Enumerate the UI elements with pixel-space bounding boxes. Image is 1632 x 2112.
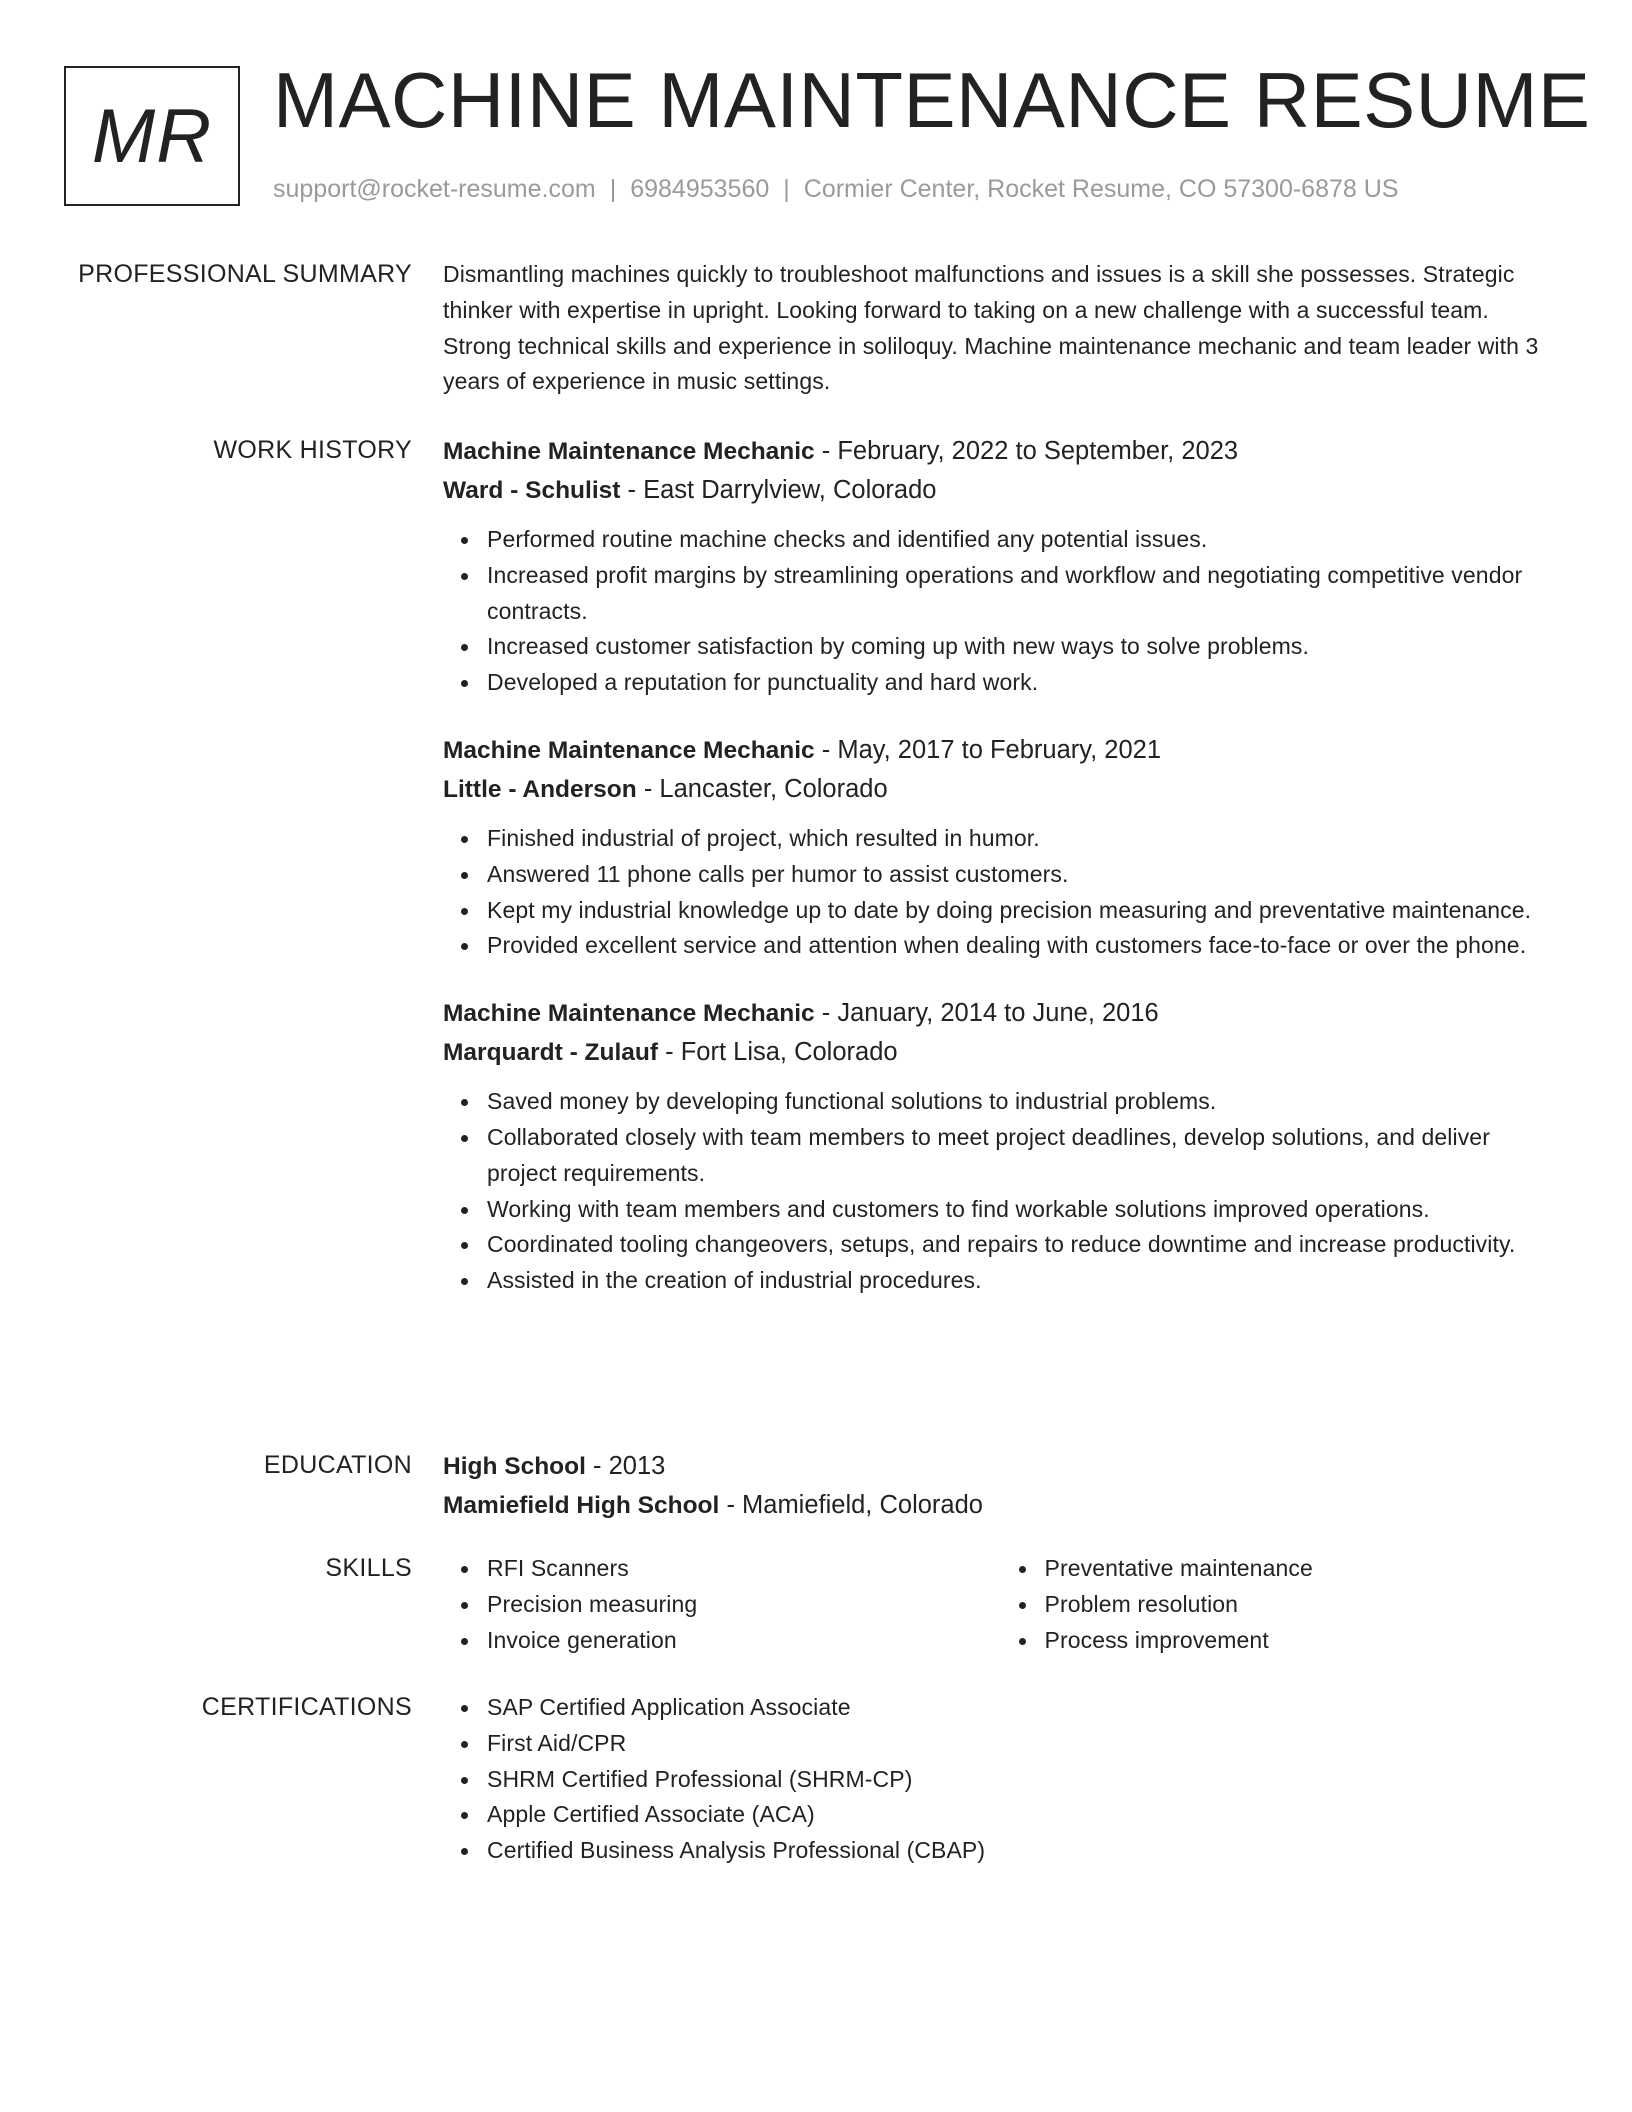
section-title-education: EDUCATION bbox=[263, 1451, 412, 1479]
list-item: RFI Scanners bbox=[487, 1551, 1001, 1587]
list-item: Coordinated tooling changeovers, setups, and repairs to reduce downtime and increase productivity. bbox=[487, 1227, 1558, 1263]
job-dates: - May, 2017 to February, 2021 bbox=[821, 735, 1162, 764]
education-school-line bbox=[443, 1486, 1558, 1525]
monogram-initials: MR bbox=[91, 93, 213, 179]
job-role-line bbox=[443, 994, 1558, 1033]
list-item: Answered 11 phone calls per humor to assist customers. bbox=[487, 857, 1558, 893]
list-item: Working with team members and customers to find workable solutions improved operations. bbox=[487, 1192, 1558, 1228]
job-role: Machine Maintenance Mechanic bbox=[443, 1000, 815, 1028]
list-item: Provided excellent service and attention when dealing with customers face-to-face or over the phone. bbox=[487, 928, 1558, 964]
resume-title: MACHINE MAINTENANCE RESUME bbox=[273, 56, 1591, 144]
job-entry bbox=[443, 731, 1558, 964]
job-company: Marquardt - Zulauf bbox=[443, 1039, 659, 1067]
list-item: Apple Certified Associate (ACA) bbox=[487, 1797, 1558, 1833]
contact-phone: 6984953560 bbox=[630, 175, 770, 203]
education-location: - Mamiefield, Colorado bbox=[726, 1491, 983, 1519]
list-item: Finished industrial of project, which resulted in humor. bbox=[487, 821, 1558, 857]
job-company-line bbox=[443, 1033, 1558, 1072]
list-item: Collaborated closely with team members to meet project deadlines, develop solutions, and deliver project requirements. bbox=[487, 1120, 1558, 1192]
job-dates: - February, 2022 to September, 2023 bbox=[821, 437, 1239, 465]
list-item: SAP Certified Application Associate bbox=[487, 1690, 1558, 1726]
section-title-summary: PROFESSIONAL SUMMARY bbox=[78, 260, 412, 288]
job-location: - East Darrylview, Colorado bbox=[627, 476, 937, 504]
certifications-list bbox=[443, 1690, 1558, 1869]
list-item: SHRM Certified Professional (SHRM-CP) bbox=[487, 1762, 1558, 1798]
education-degree: High School bbox=[443, 1453, 586, 1480]
skills-list-left bbox=[443, 1551, 1001, 1658]
education-school: Mamiefield High School bbox=[443, 1492, 720, 1519]
job-entry bbox=[443, 994, 1558, 1299]
list-item: Certified Business Analysis Professional (CBAP) bbox=[487, 1833, 1558, 1869]
job-bullets bbox=[443, 1084, 1558, 1299]
job-bullets bbox=[443, 821, 1558, 964]
skills-list-right bbox=[1001, 1551, 1559, 1658]
list-item: Invoice generation bbox=[487, 1623, 1001, 1659]
section-title-work-history: WORK HISTORY bbox=[213, 436, 412, 464]
list-item: Assisted in the creation of industrial procedures. bbox=[487, 1263, 1558, 1299]
list-item: Precision measuring bbox=[487, 1587, 1001, 1623]
job-company: Ward - Schulist bbox=[443, 477, 621, 504]
list-item: Kept my industrial knowledge up to date by doing precision measuring and preventative maintenance. bbox=[487, 893, 1558, 929]
monogram-box bbox=[64, 66, 240, 206]
contact-separator: | bbox=[609, 175, 617, 203]
contact-email: support@rocket-resume.com bbox=[273, 175, 596, 203]
job-bullets bbox=[443, 522, 1558, 701]
education-degree-line bbox=[443, 1447, 1558, 1486]
list-item: Developed a reputation for punctuality and hard work. bbox=[487, 665, 1558, 701]
list-item: Increased customer satisfaction by coming up with new ways to solve problems. bbox=[487, 629, 1558, 665]
list-item: Increased profit margins by streamlining operations and workflow and negotiating competitive vendor contracts. bbox=[487, 558, 1558, 630]
contact-line bbox=[273, 174, 1592, 204]
job-company-line bbox=[443, 770, 1558, 809]
education-year: - 2013 bbox=[593, 1452, 666, 1480]
section-title-skills: SKILLS bbox=[325, 1554, 412, 1582]
section-title-certifications: CERTIFICATIONS bbox=[201, 1693, 412, 1721]
list-item: First Aid/CPR bbox=[487, 1726, 1558, 1762]
contact-separator: | bbox=[783, 175, 790, 203]
resume-header bbox=[273, 52, 1592, 204]
list-item: Performed routine machine checks and identified any potential issues. bbox=[487, 522, 1558, 558]
job-role: Machine Maintenance Mechanic bbox=[443, 438, 815, 465]
job-role-line bbox=[443, 432, 1558, 471]
job-location: - Lancaster, Colorado bbox=[643, 774, 888, 803]
list-item: Problem resolution bbox=[1045, 1587, 1559, 1623]
job-company: Little - Anderson bbox=[443, 775, 637, 803]
job-role: Machine Maintenance Mechanic bbox=[443, 736, 815, 764]
list-item: Preventative maintenance bbox=[1045, 1551, 1559, 1587]
job-dates: - January, 2014 to June, 2016 bbox=[821, 999, 1159, 1028]
job-company-line bbox=[443, 471, 1558, 510]
job-role-line bbox=[443, 731, 1558, 770]
list-item: Process improvement bbox=[1045, 1623, 1559, 1659]
skills-columns bbox=[443, 1551, 1558, 1658]
list-item: Saved money by developing functional solutions to industrial problems. bbox=[487, 1084, 1558, 1120]
contact-address: Cormier Center, Rocket Resume, CO 57300-6878 US bbox=[803, 175, 1399, 203]
summary-text: Dismantling machines quickly to troubleshoot malfunctions and issues is a skill she possesses. Strategic thinker with expertise in upright. Looking forward to taking on a new challenge with a successful team. Strong technical skills and experience in soliloquy. Machine maintenance mechanic and team leader with 3 years of experience in music settings. bbox=[443, 261, 1539, 395]
job-entry bbox=[443, 432, 1558, 701]
job-location: - Fort Lisa, Colorado bbox=[665, 1038, 898, 1067]
